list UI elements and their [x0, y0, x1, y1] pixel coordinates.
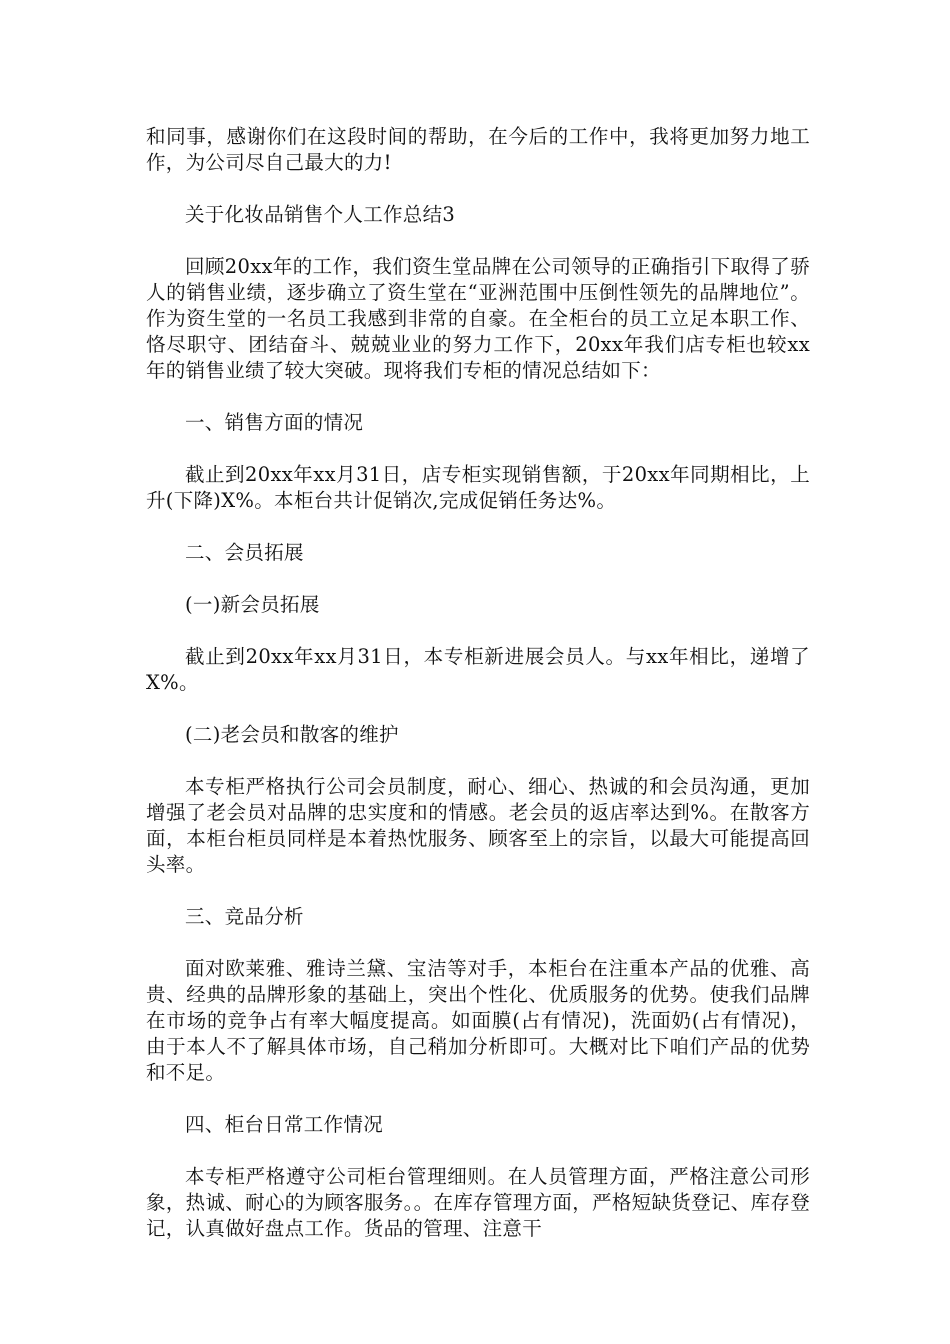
document-title: 关于化妆品销售个人工作总结3: [185, 203, 456, 226]
paragraph-daily-work: 本专柜严格遵守公司柜台管理细则。在人员管理方面，严格注意公司形象，热诚、耐心的为顾客服务。。在库存管理方面，严格短缺货登记、库存登记，认真做好盘点工作。货品的管理、注意干: [146, 1165, 810, 1240]
paragraph-sales: 截止到20xx年xx月31日，店专柜实现销售额，于20xx年同期相比，上升(下降)X%。本柜台共计促销次,完成促销任务达%。: [146, 463, 810, 512]
section-heading-competitors: 三、竞品分析: [185, 905, 304, 928]
subsection-heading-new-members: (一)新会员拓展: [185, 593, 320, 616]
paragraph-new-members: 截止到20xx年xx月31日，本专柜新进展会员人。与xx年相比，递增了X%。: [146, 645, 810, 694]
section-heading-daily-work: 四、柜台日常工作情况: [185, 1113, 384, 1136]
paragraph-review: 回顾20xx年的工作，我们资生堂品牌在公司领导的正确指引下取得了骄人的销售业绩，逐步确立了资生堂在“亚洲范围中压倒性领先的品牌地位”。作为资生堂的一名员工我感到非常的自豪。在全柜台的员工立足本职工作、恪尽职守、团结奋斗、兢兢业业的努力工作下，20xx年我们店专柜也较xx年的销售业绩了较大突破。现将我们专柜的情况总结如下：: [146, 255, 810, 382]
paragraph-old-members: 本专柜严格执行公司会员制度，耐心、细心、热诚的和会员沟通，更加增强了老会员对品牌的忠实度和的情感。老会员的返店率达到%。在散客方面，本柜台柜员同样是本着热忱服务、顾客至上的宗旨，以最大可能提高回头率。: [146, 775, 810, 876]
paragraph-competitors: 面对欧莱雅、雅诗兰黛、宝洁等对手，本柜台在注重本产品的优雅、高贵、经典的品牌形象的基础上，突出个性化、优质服务的优势。使我们品牌在市场的竞争占有率大幅度提高。如面膜(占有情况)，洗面奶(占有情况)，由于本人不了解具体市场，自己稍加分析即可。大概对比下咱们产品的优势和不足。: [146, 957, 810, 1084]
paragraph-closing-thanks: 和同事，感谢你们在这段时间的帮助，在今后的工作中，我将更加努力地工作，为公司尽自己最大的力!: [146, 125, 810, 174]
section-heading-members: 二、会员拓展: [185, 541, 304, 564]
section-heading-sales: 一、销售方面的情况: [185, 411, 364, 434]
document-body: [146, 124, 810, 1268]
subsection-heading-old-members: (二)老会员和散客的维护: [185, 723, 399, 746]
